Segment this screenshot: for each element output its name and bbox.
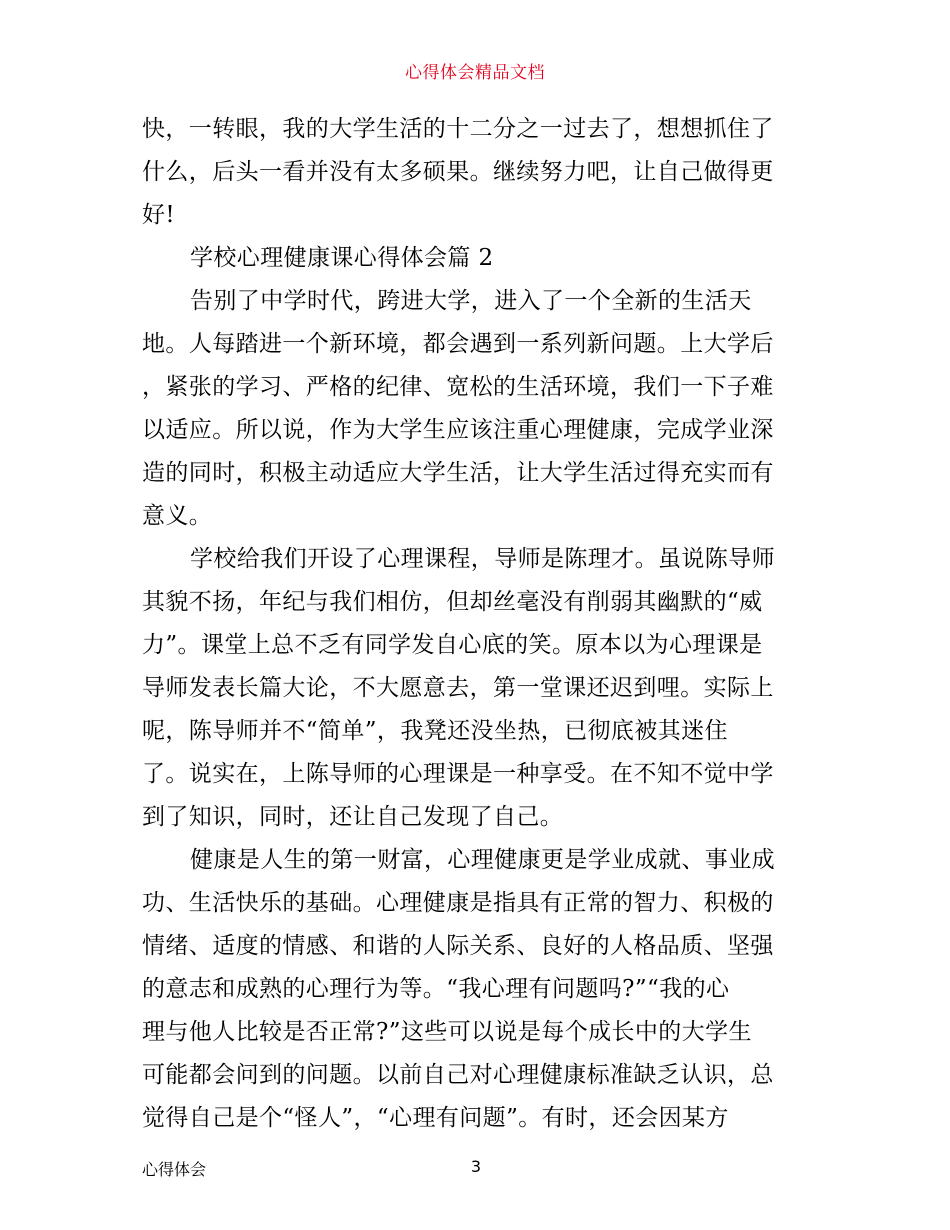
text-line: 什么，后头一看并没有太多硕果。继续努力吧，让自己做得更 [142, 159, 774, 185]
text-line: 地。人每踏进一个新环境，都会遇到一系列新问题。上大学后 [142, 331, 774, 357]
text-line: 可能都会问到的问题。以前自己对心理健康标准缺乏认识，总 [142, 1062, 774, 1088]
text-line: 造的同时，积极主动适应大学生活，让大学生活过得充实而有 [142, 460, 774, 486]
text-line: 理与他人比较是否正常?”这些可以说是每个成长中的大学生 [142, 1019, 752, 1045]
text-line: 力”。课堂上总不乏有同学发自心底的笑。原本以为心理课是 [142, 632, 763, 658]
text-line: 好! [142, 202, 176, 228]
text-line: ，紧张的学习、严格的纪律、宽松的生活环境，我们一下子难 [142, 374, 774, 400]
text-line: 到了知识，同时，还让自己发现了自己。 [142, 804, 564, 830]
text-line: 导师发表长篇大论，不大愿意去，第一堂课还迟到哩。实际上 [142, 675, 774, 701]
text-line: 的意志和成熟的心理行为等。“我心理有问题吗?”“我的心 [142, 976, 730, 1002]
text-line: 以适应。所以说，作为大学生应该注重心理健康，完成学业深 [142, 417, 774, 443]
page-number: 3 [470, 1157, 482, 1176]
text-line: 情绪、适度的情感、和谐的人际关系、良好的人格品质、坚强 [142, 933, 774, 959]
text-line: 其貌不扬，年纪与我们相仿，但却丝毫没有削弱其幽默的“威 [142, 589, 763, 615]
paragraph-start-line: 健康是人生的第一财富，心理健康更是学业成就、事业成 [190, 847, 775, 873]
footer-label: 心得体会 [142, 1160, 207, 1179]
text-line: 功、生活快乐的基础。心理健康是指具有正常的智力、积极的 [142, 890, 774, 916]
paragraph-start-line: 告别了中学时代，跨进大学，进入了一个全新的生活天 [190, 288, 752, 314]
section-heading: 学校心理健康课心得体会篇 2 [190, 245, 494, 271]
text-line: 快，一转眼，我的大学生活的十二分之一过去了，想想抓住了 [142, 116, 774, 142]
paragraph-start-line: 学校给我们开设了心理课程，导师是陈理才。虽说陈导师 [190, 546, 775, 572]
text-line: 觉得自己是个“怪人”，“心理有问题”。有时，还会因某方 [142, 1105, 729, 1131]
document-body [142, 108, 814, 1140]
text-line: 呢，陈导师并不“简单”，我凳还没坐热，已彻底被其迷住 [142, 718, 728, 744]
text-line: 意义。 [142, 503, 213, 529]
page-header-title: 心得体会精品文档 [405, 63, 545, 83]
text-line: 了。说实在，上陈导师的心理课是一种享受。在不知不觉中学 [142, 761, 774, 787]
